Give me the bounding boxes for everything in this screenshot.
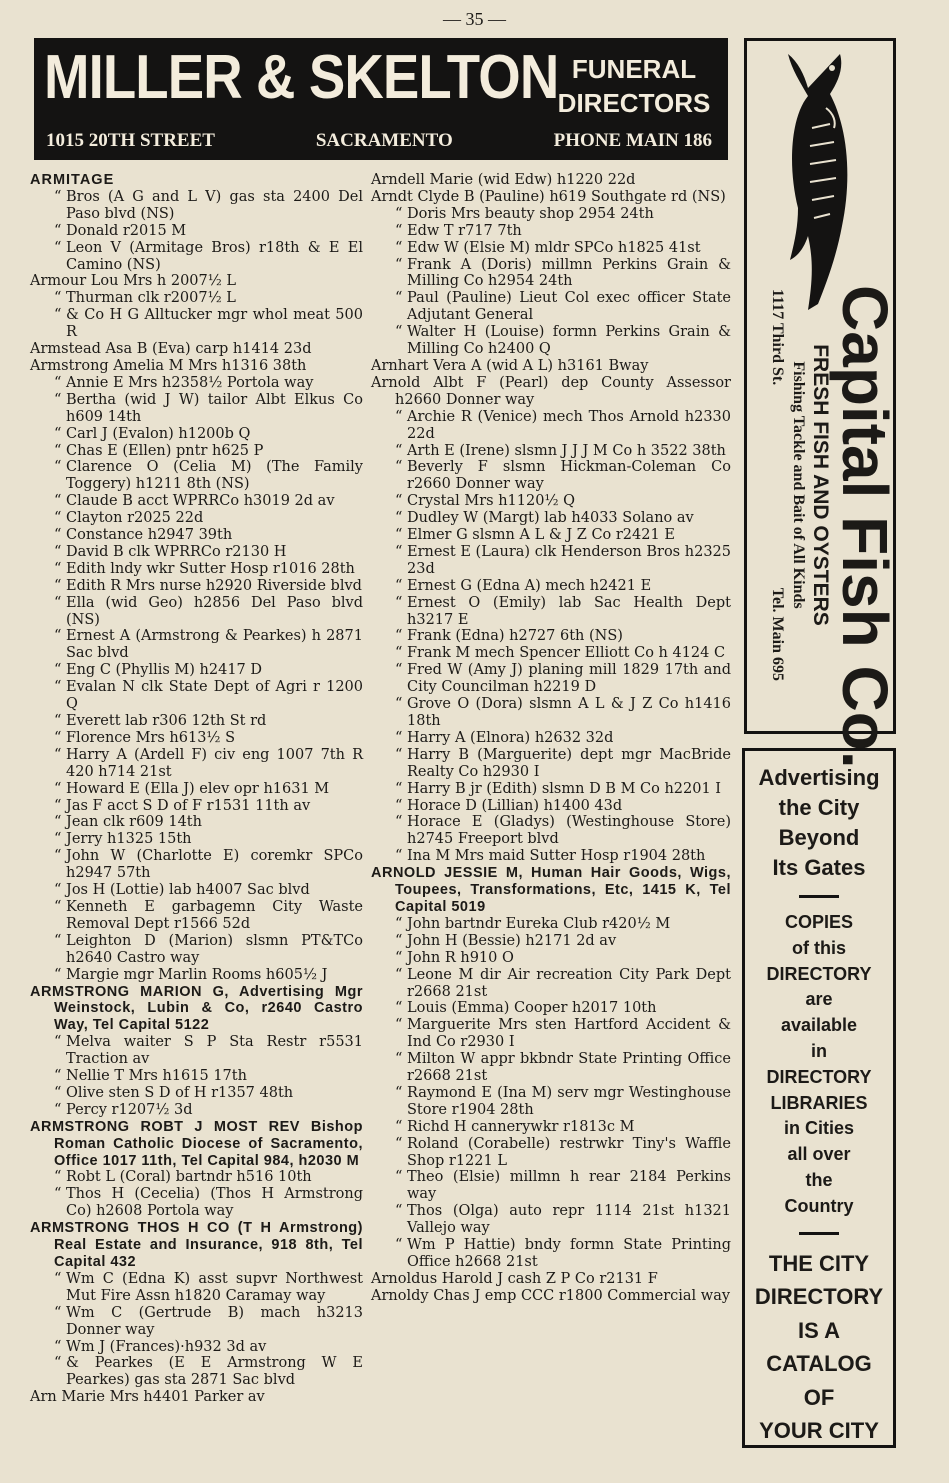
directory-entry: “ Percy r1207½ 3d	[30, 1102, 363, 1119]
directory-entry: “ Harry B (Marguerite) dept mgr MacBride Realty Co h2930 I	[371, 747, 731, 781]
directory-entry: Arnhart Vera A (wid A L) h3161 Bway	[371, 357, 649, 374]
directory-entry: “ Everett lab r306 12th St rd	[30, 713, 363, 730]
copies-line: of this	[792, 937, 846, 958]
directory-entry: “ Raymond E (Ina M) serv mgr Westinghouse Store r1904 28th	[371, 1085, 731, 1119]
directory-entry: Armour Lou Mrs h 2007½ L	[30, 273, 237, 290]
directory-entry: “ Evalan N clk State Dept of Agri r 1200 Q	[30, 679, 363, 713]
copies-line: in	[811, 1040, 827, 1061]
directory-entry: “ Thos (Olga) auto repr 1114 21st h1321 Vallejo way	[371, 1203, 731, 1237]
directory-entry: “ Thos H (Cecelia) (Thos H Armstrong Co) h2608 Portola way	[30, 1186, 363, 1220]
directory-entry: “ Edith lndy wkr Sutter Hosp r1016 28th	[30, 561, 363, 578]
directory-entry: “ Jos H (Lottie) lab h4007 Sac blvd	[30, 882, 363, 899]
copies-line: available	[780, 1015, 858, 1036]
copies-line: Country	[784, 1195, 854, 1216]
directory-entry: “ Louis (Emma) Cooper h2017 10th	[371, 1000, 731, 1017]
page-number: — 35 —	[443, 9, 506, 29]
directory-entry: “ Frank A (Doris) millmn Perkins Grain & Milling Co h2954 24th	[371, 257, 731, 291]
directory-entry: “ Leon V (Armitage Bros) r18th & E El Camino (NS)	[30, 240, 363, 274]
copies-line: all over	[787, 1144, 851, 1165]
directory-entry: Armstead Asa B (Eva) carp h1414 23d	[30, 341, 312, 358]
directory-ad	[742, 748, 896, 1448]
directory-entry: “ Fred W (Amy J) planing mill 1829 17th and City Councilman h2219 D	[371, 662, 731, 696]
copies-line: DIRECTORY	[766, 963, 872, 984]
catalog-line: IS A	[798, 1317, 840, 1343]
directory-entry: Arnoldy Chas J emp CCC r1800 Commercial way	[371, 1287, 731, 1304]
catalog-line: THE CITY	[768, 1250, 870, 1276]
directory-entry: “ Wm C (Edna K) asst supvr Northwest Mut Fire Assn h1820 Caramay way	[30, 1271, 363, 1305]
directory-entry: “ Leighton D (Marion) slsmn PT&TCo h2640 Castro way	[30, 933, 363, 967]
slogan-line: Beyond	[778, 825, 860, 850]
directory-ad-catalog	[745, 1247, 893, 1448]
slogan-line: the City	[778, 795, 860, 820]
directory-entry: “ Thurman clk r2007½ L	[30, 290, 363, 307]
directory-entry: “ Leone M dir Air recreation City Park Dept r2668 21st	[371, 967, 731, 1001]
directory-entry: “ John bartndr Eureka Club r420½ M	[371, 916, 731, 933]
directory-entry: “ Ernest O (Emily) lab Sac Health Dept h3217 E	[371, 595, 731, 629]
catalog-line: DIRECTORY	[754, 1284, 884, 1310]
fish-address: 1117 Third St.	[769, 289, 786, 386]
directory-entry: “ Grove O (Dora) slsmn A L & J Z Co h1416 18th	[371, 696, 731, 730]
directory-entry: “ Annie E Mrs h2358½ Portola way	[30, 375, 363, 392]
directory-entry: ARMSTRONG MARION G, Advertising Mgr Weinstock, Lubin & Co, r2640 Castro Way, Tel Capital 5122	[30, 983, 363, 1034]
directory-entry: “ Harry A (Ardell F) civ eng 1007 7th R 420 h714 21st	[30, 747, 363, 781]
copies-line: the	[805, 1169, 833, 1190]
directory-ad-copies	[745, 910, 893, 1220]
directory-entry: “ Ernest E (Laura) clk Henderson Bros h2325 23d	[371, 544, 731, 578]
banner-title-line2: DIRECTORS	[557, 88, 711, 118]
directory-entry: “ Ernest G (Edna A) mech h2421 E	[371, 578, 731, 595]
directory-entry: “ Theo (Elsie) millmn h rear 2184 Perkins way	[371, 1169, 731, 1203]
directory-entry: “ David B clk WPRRCo r2130 H	[30, 544, 363, 561]
directory-entry: Arndell Marie (wid Edw) h1220 22d	[371, 172, 636, 188]
banner-title	[554, 52, 714, 120]
banner-city: SACRAMENTO	[315, 130, 453, 151]
fish-tagline-secondary: Fishing Tackle and Bait of All Kinds	[790, 361, 807, 609]
directory-entry: ARNOLD JESSIE M, Human Hair Goods, Wigs, Toupees, Transformations, Etc, 1415 K, Tel Capital 5019	[371, 865, 731, 915]
directory-entry: “ Crystal Mrs h1120½ Q	[371, 493, 731, 510]
banner-address: 1015 20TH STREET	[46, 130, 215, 151]
directory-entry: “ Milton W appr bkbndr State Printing Office r2668 21st	[371, 1051, 731, 1085]
banner-title-line1: FUNERAL	[571, 54, 697, 84]
directory-entry: Arndt Clyde B (Pauline) h619 Southgate rd (NS)	[371, 188, 726, 205]
directory-entry: “ Florence Mrs h613½ S	[30, 730, 363, 747]
directory-entry: “ Kenneth E garbagemn City Waste Removal Dept r1566 52d	[30, 899, 363, 933]
directory-entry: Arn Marie Mrs h4401 Parker av	[30, 1389, 265, 1406]
directory-entry: “ Chas E (Ellen) pntr h625 P	[30, 443, 363, 460]
directory-entry: “ Horace D (Lillian) h1400 43d	[371, 798, 731, 815]
directory-entry: Armstrong Amelia M Mrs h1316 38th	[30, 357, 307, 374]
directory-entry: “ Bros (A G and L V) gas sta 2400 Del Paso blvd (NS)	[30, 189, 363, 223]
directory-entry: “ Edith R Mrs nurse h2920 Riverside blvd	[30, 578, 363, 595]
directory-column-middle	[371, 172, 731, 1305]
directory-entry: “ Beverly F slsmn Hickman-Coleman Co r2660 Donner way	[371, 459, 731, 493]
banner-company-name: MILLER & SKELTON	[44, 43, 559, 112]
directory-entry: “ Jean clk r609 14th	[30, 814, 363, 831]
directory-entry: “ Carl J (Evalon) h1200b Q	[30, 426, 363, 443]
directory-entry: “ Claude B acct WPRRCo h3019 2d av	[30, 493, 363, 510]
catalog-line: CATALOG	[766, 1351, 872, 1377]
directory-entry: “ Donald r2015 M	[30, 223, 363, 240]
directory-entry: Arnold Albt F (Pearl) dep County Assessor h2660 Donner way	[371, 374, 731, 408]
directory-entry: “ Walter H (Louise) formn Perkins Grain & Milling Co h2400 Q	[371, 324, 731, 358]
divider	[799, 1232, 839, 1235]
directory-entry: “ Edw W (Elsie M) mldr SPCo h1825 41st	[371, 240, 731, 257]
directory-entry: “ Howard E (Ella J) elev opr h1631 M	[30, 781, 363, 798]
directory-entry: “ Nellie T Mrs h1615 17th	[30, 1068, 363, 1085]
copies-line: are	[805, 989, 833, 1010]
directory-entry: “ Archie R (Venice) mech Thos Arnold h2330 22d	[371, 409, 731, 443]
directory-entry: “ John H (Bessie) h2171 2d av	[371, 933, 731, 950]
fish-phone: Tel. Main 695	[769, 587, 786, 681]
directory-entry: “ Jerry h1325 15th	[30, 831, 363, 848]
directory-entry: ARMITAGE	[30, 172, 115, 188]
directory-entry: “ Wm P Hattie) bndy formn State Printing Office h2668 21st	[371, 1237, 731, 1271]
directory-entry: “ John R h910 O	[371, 950, 731, 967]
copies-line: LIBRARIES	[770, 1092, 868, 1113]
directory-ad-slogan	[745, 763, 893, 883]
directory-entry: “ Horace E (Gladys) (Westinghouse Store) h2745 Freeport blvd	[371, 814, 731, 848]
directory-entry: “ Frank (Edna) h2727 6th (NS)	[371, 628, 731, 645]
divider	[799, 895, 839, 898]
banner-phone: PHONE MAIN 186	[553, 130, 712, 151]
directory-entry: ARMSTRONG ROBT J MOST REV Bishop Roman Catholic Diocese of Sacramento, Office 1017 11th, Tel Capital 984, h2030 M	[30, 1118, 363, 1169]
directory-entry: “ & Pearkes (E E Armstrong W E Pearkes) gas sta 2871 Sac blvd	[30, 1355, 363, 1389]
directory-entry: “ Wm J (Frances)·h932 3d av	[30, 1339, 363, 1356]
directory-entry: “ John W (Charlotte E) coremkr SPCo h2947 57th	[30, 848, 363, 882]
directory-entry: “ Robt L (Coral) bartndr h516 10th	[30, 1169, 363, 1186]
directory-entry: “ Ina M Mrs maid Sutter Hosp r1904 28th	[371, 848, 731, 865]
directory-entry: “ Melva waiter S P Sta Restr r5531 Traction av	[30, 1034, 363, 1068]
directory-entry: “ Roland (Corabelle) restrwkr Tiny's Waffle Shop r1221 L	[371, 1136, 731, 1170]
fish-tagline: FRESH FISH AND OYSTERS	[809, 344, 832, 626]
directory-entry: “ Arth E (Irene) slsmn J J J M Co h 3522 38th	[371, 443, 731, 460]
directory-entry: “ Ella (wid Geo) h2856 Del Paso blvd (NS)	[30, 595, 363, 629]
directory-entry: “ Clarence O (Celia M) (The Family Toggery) h1211 8th (NS)	[30, 459, 363, 493]
directory-entry: ARMSTRONG THOS H CO (T H Armstrong) Real Estate and Insurance, 918 8th, Tel Capital 432	[30, 1220, 363, 1270]
directory-entry: “ Edw T r717 7th	[371, 223, 731, 240]
directory-entry: “ Frank M mech Spencer Elliott Co h 4124 C	[371, 645, 731, 662]
slogan-line: Advertising	[758, 765, 880, 790]
directory-entry: “ Jas F acct S D of F r1531 11th av	[30, 798, 363, 815]
directory-entry: “ Richd H cannerywkr r1813c M	[371, 1119, 731, 1136]
directory-entry: “ Doris Mrs beauty shop 2954 24th	[371, 206, 731, 223]
directory-entry: “ & Co H G Alltucker mgr whol meat 500 R	[30, 307, 363, 341]
directory-entry: “ Harry A (Elnora) h2632 32d	[371, 730, 731, 747]
capital-fish-text	[748, 285, 901, 769]
directory-entry: “ Ernest A (Armstrong & Pearkes) h 2871 Sac blvd	[30, 628, 363, 662]
directory-entry: “ Dudley W (Margt) lab h4033 Solano av	[371, 510, 731, 527]
fish-contact	[766, 285, 788, 685]
directory-column-left	[30, 172, 363, 1406]
directory-entry: “ Paul (Pauline) Lieut Col exec officer State Adjutant General	[371, 290, 731, 324]
slogan-line: Its Gates	[772, 855, 866, 880]
fish-icon	[778, 48, 874, 316]
banner-footer	[46, 130, 712, 152]
catalog-line: OF	[803, 1384, 835, 1410]
directory-entry: “ Marguerite Mrs sten Hartford Accident & Ind Co r2930 I	[371, 1017, 731, 1051]
funeral-directors-banner	[34, 38, 728, 160]
directory-entry: “ Constance h2947 39th	[30, 527, 363, 544]
copies-line: in Cities	[783, 1118, 854, 1139]
directory-entry: “ Olive sten S D of H r1357 48th	[30, 1085, 363, 1102]
directory-entry: “ Eng C (Phyllis M) h2417 D	[30, 662, 363, 679]
directory-entry: “ Margie mgr Marlin Rooms h605½ J	[30, 967, 363, 984]
directory-entry: “ Harry B jr (Edith) slsmn D B M Co h2201 I	[371, 781, 731, 798]
directory-entry: “ Clayton r2025 22d	[30, 510, 363, 527]
directory-entry: “ Bertha (wid J W) tailor Albt Elkus Co h609 14th	[30, 392, 363, 426]
fish-company-name: Capital Fish Co.	[829, 285, 901, 769]
directory-entry: “ Elmer G slsmn A L & J Z Co r2421 E	[371, 527, 731, 544]
copies-line: COPIES	[784, 912, 854, 932]
catalog-line: YOUR CITY	[759, 1418, 879, 1444]
copies-line: DIRECTORY	[766, 1066, 872, 1087]
directory-entry: “ Wm C (Gertrude B) mach h3213 Donner way	[30, 1305, 363, 1339]
directory-entry: Arnoldus Harold J cash Z P Co r2131 F	[371, 1270, 658, 1287]
